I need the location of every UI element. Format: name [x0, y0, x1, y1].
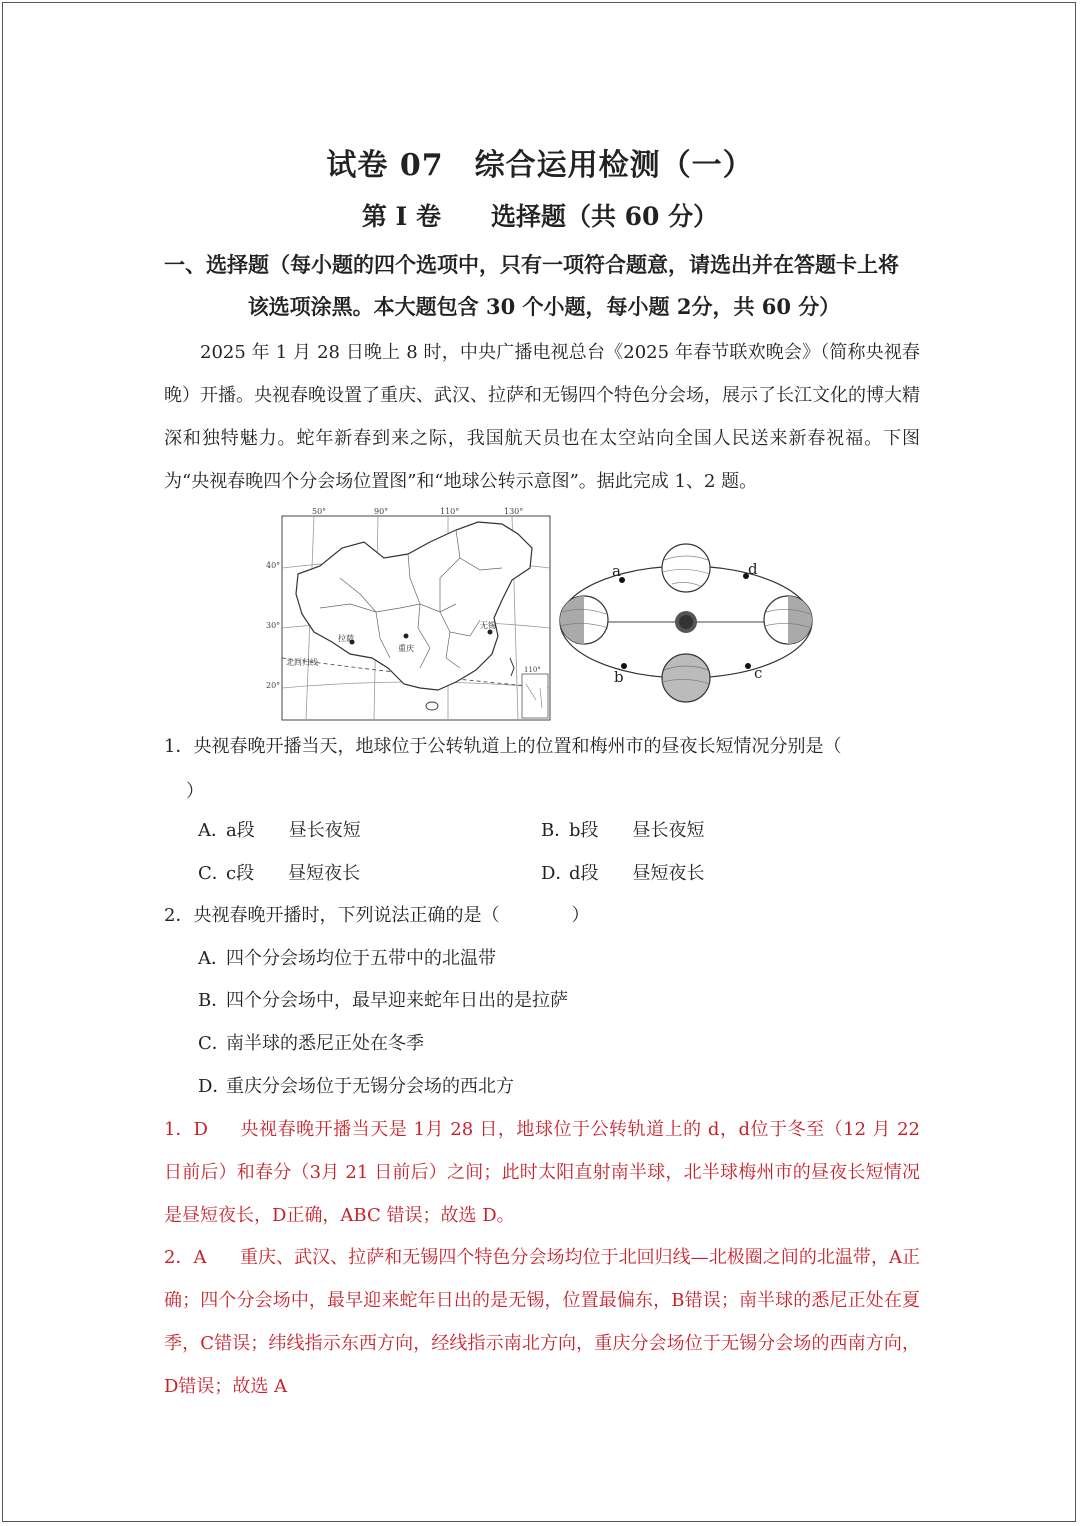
question-1-option-c[interactable] — [198, 853, 360, 895]
map-lon-label: 90° — [374, 507, 389, 516]
option-text-2: 昼短夜长 — [632, 863, 705, 884]
question-1-option-b[interactable] — [541, 810, 705, 852]
option-text: 南半球的悉尼正处在冬季 — [226, 1033, 424, 1054]
map-lon-label: 110° — [440, 507, 460, 516]
map-lon-label: 50° — [312, 507, 327, 516]
answer-2-text: 重庆、武汉、拉萨和无锡四个特色分会场均位于北回归线—北极圈之间的北温带，A正确；四个分会场中，最早迎来蛇年日出的是无锡，位置最偏东，B错误；南半球的悉尼正处在夏季，C错误；纬线指示东西方向，经线指示南北方向，重庆分会场位于无锡分会场的西南方向，D错误；故选 A — [164, 1247, 920, 1397]
exam-title: 试卷 07 综合运用检测（一） — [326, 148, 754, 183]
option-letter: C． — [198, 1033, 230, 1054]
map-lat-label: 20° — [266, 681, 281, 690]
answer-1-text: 央视春晚开播当天是 1月 28 日，地球位于公转轨道上的 d，d位于冬至（12 月 22 日前后）和春分（3月 21 日前后）之间；此时太阳直射南半球，北半球梅州市的昼夜长短情况是昼短夜长，D正确，ABC 错误；故选 D。 — [164, 1119, 920, 1226]
instruction-line-2: 该选项涂黑。本大题包含 30 个小题，每小题 2分，共 60 分） — [247, 294, 841, 319]
map-tropic-label: 北回归线 — [286, 658, 318, 667]
question-1-option-d[interactable] — [541, 853, 705, 895]
option-text-2: 昼长夜短 — [632, 820, 705, 841]
option-letter: B． — [541, 820, 573, 841]
option-letter: A． — [198, 948, 229, 969]
option-text-2: 昼长夜短 — [288, 820, 361, 841]
answer-2-number: 2．A — [164, 1247, 207, 1268]
option-text-2: 昼短夜长 — [288, 863, 361, 884]
section-subtitle: 第 I 卷 选择题（共 60 分） — [361, 202, 719, 231]
orbit-label-d: d — [748, 560, 758, 578]
orbit-diagram — [560, 544, 812, 702]
section-instructions — [164, 244, 924, 328]
map-inset-label: 110° — [524, 666, 541, 674]
figure-map-and-orbit — [266, 507, 820, 720]
option-text: b段 — [569, 820, 599, 841]
option-letter: B． — [198, 990, 230, 1011]
option-text: 重庆分会场位于无锡分会场的西北方 — [226, 1076, 514, 1097]
question-2-option-d[interactable] — [198, 1066, 514, 1108]
map-lon-label: 130° — [504, 507, 524, 516]
question-1-tail: ） — [186, 781, 204, 802]
map-lat-label: 40° — [266, 561, 281, 570]
answer-1-number: 1．D — [164, 1119, 208, 1140]
orbit-label-b: b — [614, 668, 624, 686]
answer-1 — [164, 1108, 920, 1237]
option-text: c段 — [226, 863, 255, 884]
intro-paragraph: 2025 年 1 月 28 日晚上 8 时，中央广播电视总台《2025 年春节联欢晚会》（简称央视春晚）开播。央视春晚设置了重庆、武汉、拉萨和无锡四个特色分会场，展示了长江文化的博大精深和独特魅力。蛇年新春到来之际，我国航天员也在太空站向全国人民送来新春祝福。下图为“央视春晚四个分会场位置图”和“地球公转示意图”。据此完成 1、2 题。 — [164, 342, 920, 492]
map-city-chongqing: 重庆 — [398, 644, 414, 653]
instruction-line-1: 一、选择题（每小题的四个选项中，只有一项符合题意，请选出并在答题卡上将 — [164, 252, 899, 277]
map-lat-label: 30° — [266, 621, 281, 630]
option-text: 四个分会场均位于五带中的北温带 — [226, 948, 496, 969]
china-map — [282, 516, 550, 720]
question-2-option-a[interactable] — [198, 938, 496, 980]
answer-2 — [164, 1236, 920, 1408]
option-letter: D． — [541, 863, 574, 884]
question-2-stem: 2．央视春晚开播时，下列说法正确的是（ ） — [164, 905, 590, 926]
option-text: d段 — [569, 863, 599, 884]
question-2-option-c[interactable] — [198, 1023, 424, 1065]
option-letter: D． — [198, 1076, 231, 1097]
orbit-label-c: c — [754, 664, 763, 682]
question-1-stem: 1．央视春晚开播当天，地球位于公转轨道上的位置和梅州市的昼夜长短情况分别是（ — [164, 736, 842, 757]
option-letter: A． — [198, 820, 229, 841]
option-letter: C． — [198, 863, 230, 884]
orbit-label-a: a — [612, 562, 621, 580]
question-1-option-a[interactable] — [198, 810, 361, 852]
map-city-wuxi: 无锡 — [480, 621, 496, 630]
option-text: 四个分会场中，最早迎来蛇年日出的是拉萨 — [226, 990, 568, 1011]
map-city-lhasa: 拉萨 — [338, 634, 354, 643]
question-2-option-b[interactable] — [198, 980, 568, 1022]
option-text: a段 — [226, 820, 255, 841]
